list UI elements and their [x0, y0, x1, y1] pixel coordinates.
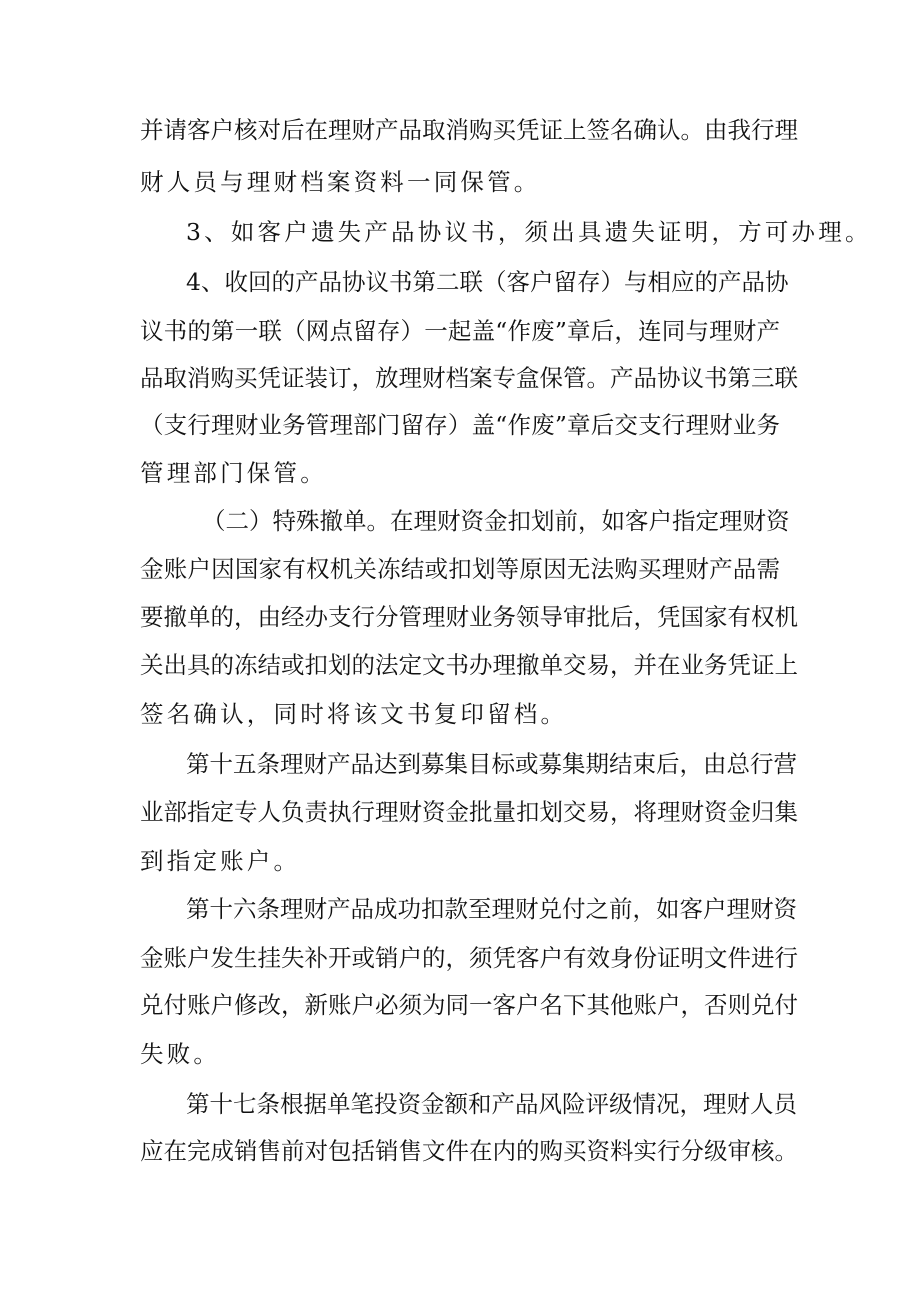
- text-line: 签名确认，同时将该文书复印留档。: [140, 700, 568, 728]
- text-line: 第十七条根据单笔投资金额和产品风险评级情况，理财人员: [186, 1090, 797, 1118]
- text-line: 到指定账户。: [140, 847, 301, 875]
- text-line: 第十五条理财产品达到募集目标或募集期结束后，由总行营: [186, 750, 797, 778]
- text-line: 第十六条理财产品成功扣款至理财兑付之前，如客户理财资: [186, 895, 797, 923]
- text-line: 应在完成销售前对包括销售文件在内的购买资料实行分级审核。: [140, 1137, 798, 1165]
- text-line: 业部指定专人负责执行理财资金批量扣划交易，将理财资金归集: [140, 798, 798, 826]
- text-line: 要撤单的，由经办支行分管理财业务领导审批后，凭国家有权机: [140, 603, 798, 631]
- text-line: 兑付账户修改，新账户必须为同一客户名下其他账户，否则兑付: [140, 991, 798, 1019]
- text-line: 金账户因国家有权机关冻结或扣划等原因无法购买理财产品需: [140, 555, 780, 583]
- text-line: 议书的第一联（网点留存）一起盖“作废”章后，连同与理财产: [140, 317, 780, 345]
- text-line: （支行理财业务管理部门留存）盖“作废”章后交支行理财业务: [140, 411, 780, 439]
- text-line: 3、如客户遗失产品协议书，须出具遗失证明，方可办理。: [186, 218, 872, 246]
- text-line: 并请客户核对后在理财产品取消购买凭证上签名确认。由我行理: [140, 116, 798, 144]
- text-line: 财人员与理财档案资料一同保管。: [140, 168, 541, 196]
- text-line: 品取消购买凭证装订，放理财档案专盒保管。产品协议书第三联: [140, 364, 798, 392]
- text-line: 管理部门保管。: [140, 459, 327, 487]
- text-line: （二）特殊撤单。在理财资金扣划前，如客户指定理财资: [202, 507, 790, 535]
- text-line: 金账户发生挂失补开或销户的，须凭客户有效身份证明文件进行: [140, 944, 798, 972]
- text-line: 4、收回的产品协议书第二联（客户留存）与相应的产品协: [186, 268, 789, 296]
- text-line: 关出具的冻结或扣划的法定文书办理撤单交易，并在业务凭证上: [140, 651, 798, 679]
- text-line: 失败。: [140, 1040, 221, 1068]
